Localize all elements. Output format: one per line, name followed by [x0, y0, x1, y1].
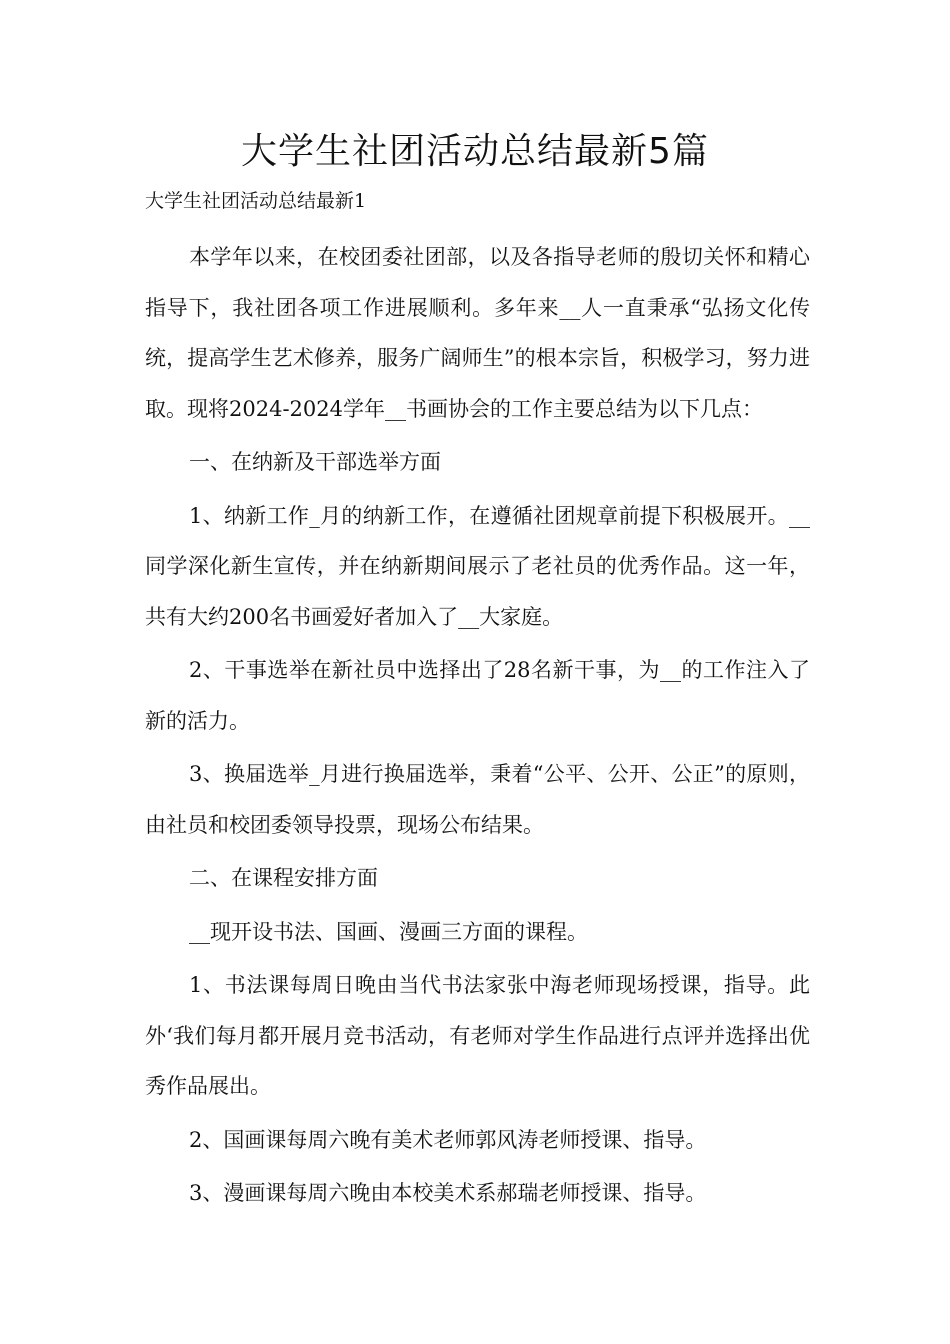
- document-title: 大学生社团活动总结最新5篇: [241, 131, 709, 172]
- paragraph: 2、国画课每周六晚有美术老师郭风涛老师授课、指导。: [189, 1127, 707, 1152]
- paragraph: 二、在课程安排方面: [189, 866, 378, 890]
- document-body: [145, 232, 810, 1222]
- paragraph: 3、漫画课每周六晚由本校美术系郝瑞老师授课、指导。: [189, 1181, 707, 1205]
- section-heading: 大学生社团活动总结最新1: [145, 190, 367, 212]
- paragraph: 一、在纳新及干部选举方面: [189, 450, 441, 474]
- paragraph: 本学年以来，在校团委社团部，以及各指导老师的殷切关怀和精心指导下，我社团各项工作进展顺利。多年来__人一直秉承“弘扬文化传统，提高学生艺术修养，服务广阔师生”的根本宗旨，积极学习，努力进取。现将2024-2024学年__书画协会的工作主要总结为以下几点：: [145, 245, 810, 421]
- paragraph: __现开设书法、国画、漫画三方面的课程。: [189, 919, 588, 944]
- paragraph: 2、干事选举在新社员中选择出了28名新干事，为__的工作注入了新的活力。: [145, 658, 810, 733]
- paragraph: 1、书法课每周日晚由当代书法家张中海老师现场授课，指导。此外‘我们每月都开展月竞书活动，有老师对学生作品进行点评并选择出优秀作品展出。: [145, 973, 810, 1098]
- paragraph: 1、纳新工作_月的纳新工作，在遵循社团规章前提下积极展开。__同学深化新生宣传，并在纳新期间展示了老社员的优秀作品。这一年，共有大约200名书画爱好者加入了__大家庭。: [145, 503, 810, 629]
- paragraph: 3、换届选举_月进行换届选举，秉着“公平、公开、公正”的原则，由社员和校团委领导投票，现场公布结果。: [145, 762, 810, 837]
